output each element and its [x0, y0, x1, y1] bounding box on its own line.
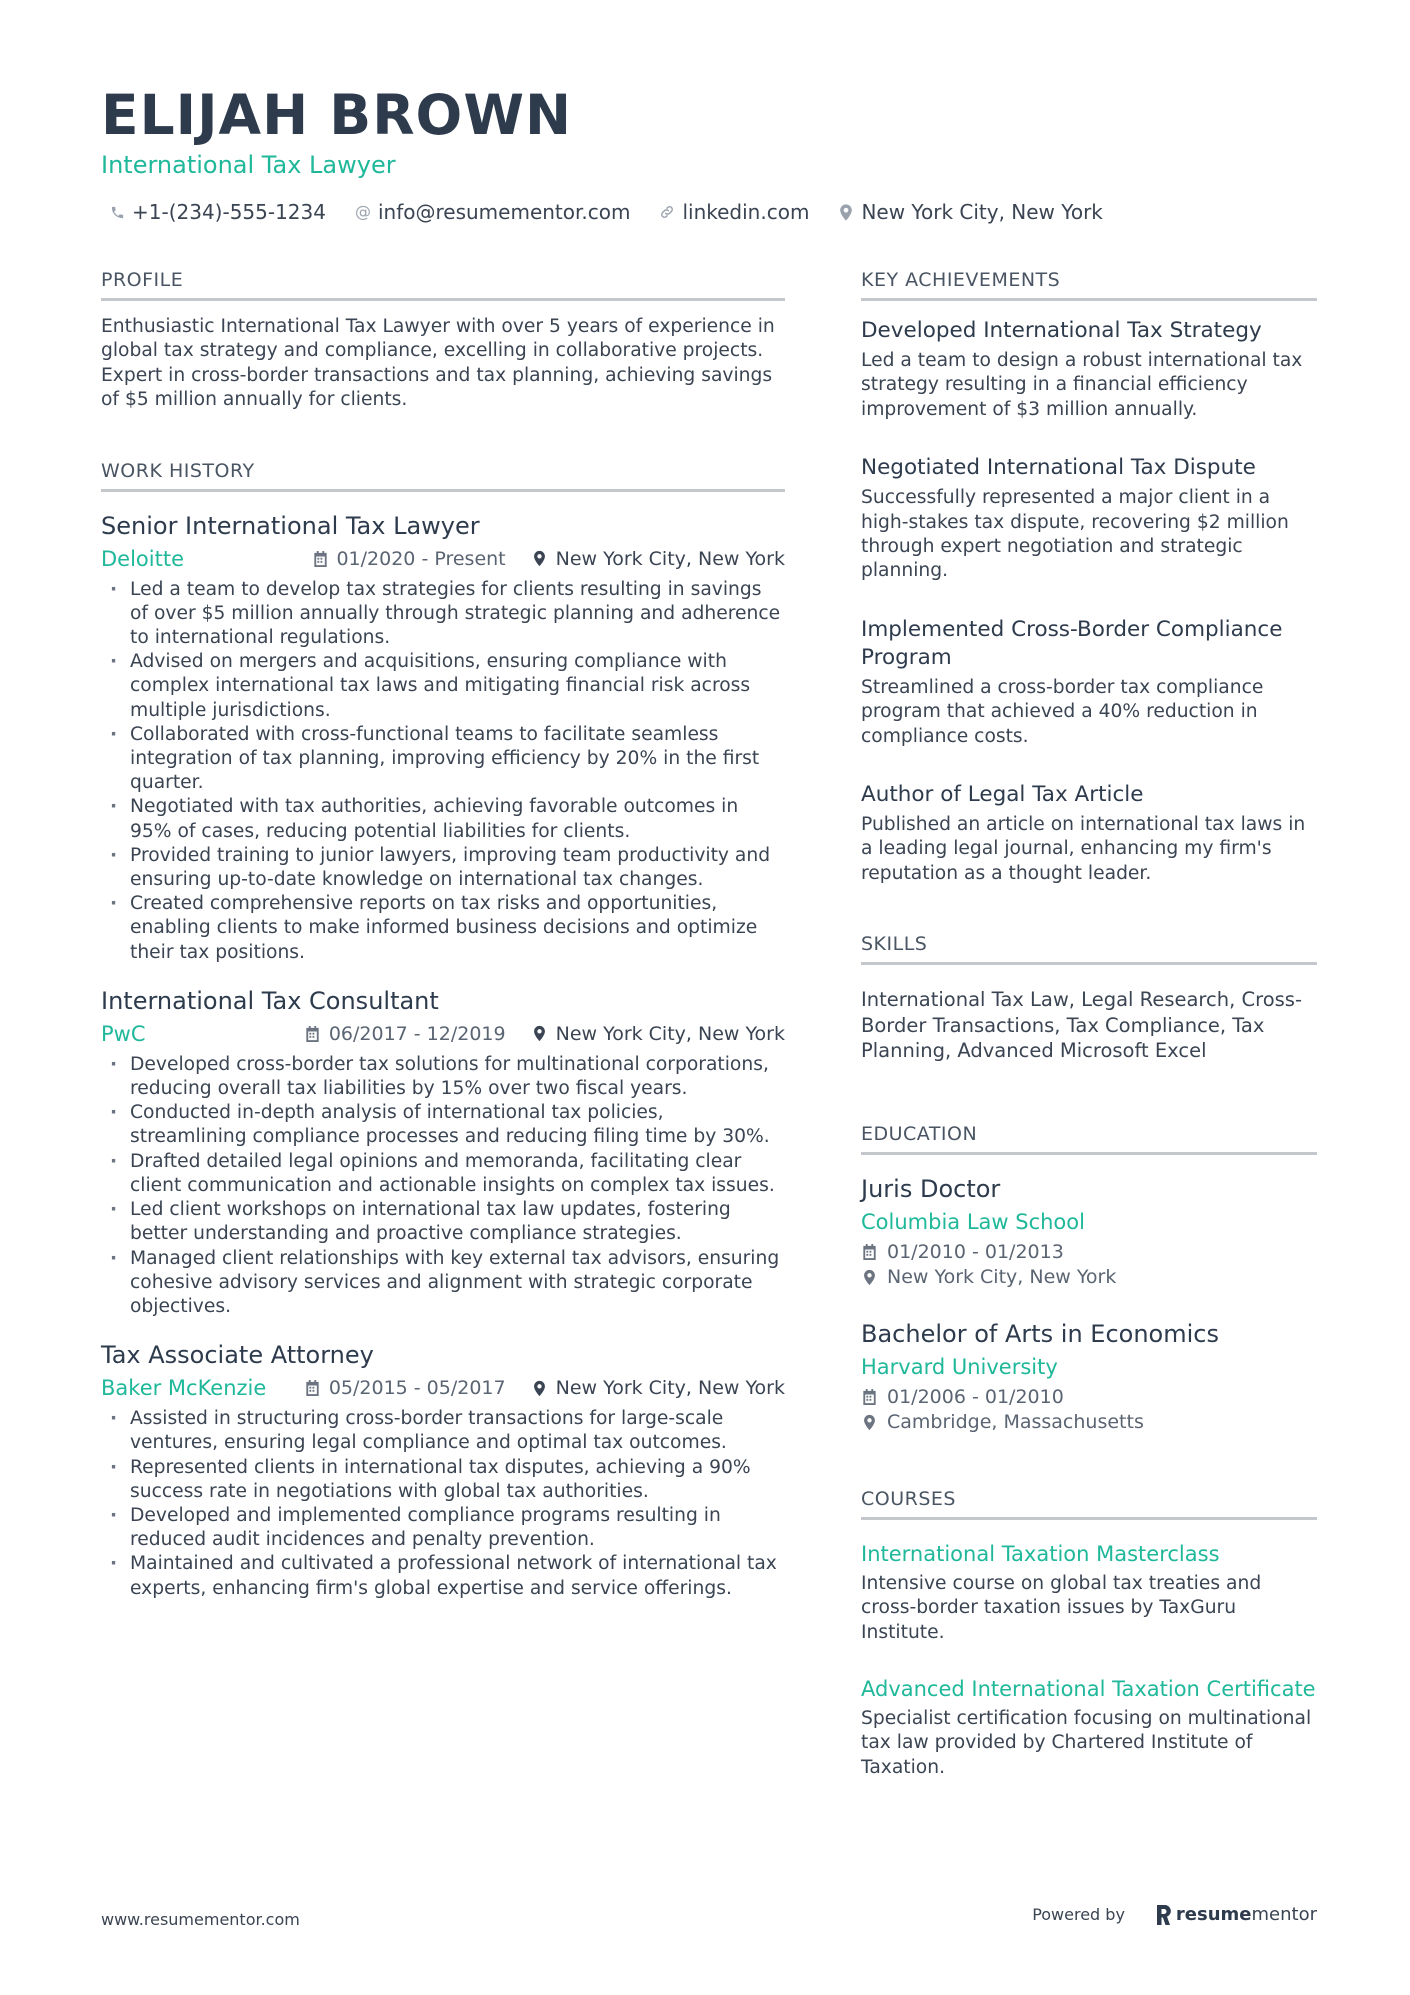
- skills-text: International Tax Law, Legal Research, Cross-Border Transactions, Tax Compliance, Tax Planning, Advanced Microsoft Excel: [861, 988, 1302, 1063]
- job-location-text: New York City, New York: [555, 547, 785, 570]
- calendar-icon: [861, 1388, 877, 1406]
- job-dates: [312, 544, 505, 574]
- work-history-section: [101, 457, 785, 1601]
- job-meta: [101, 1373, 785, 1403]
- education-location: [861, 1265, 1317, 1290]
- achievement-item: [861, 781, 1317, 886]
- job-bullet: · Provided training to junior lawyers, improving team productivity and ensuring up-to-date knowledge on international tax changes.: [101, 844, 785, 892]
- education-dates-text: 01/2006 - 01/2010: [887, 1385, 1064, 1408]
- achievement-title: Author of Legal Tax Article: [861, 782, 1144, 808]
- courses-section: [861, 1485, 1317, 1780]
- job-location-text: New York City, New York: [555, 1022, 785, 1045]
- education-item: [861, 1318, 1317, 1435]
- link-icon: [658, 203, 676, 221]
- job-bullet: · Developed cross-border tax solutions for multinational corporations, reducing overall tax liabilities by 15% over two fiscal years.: [101, 1053, 785, 1101]
- contact-phone[interactable]: [108, 198, 326, 226]
- job-location: [532, 1373, 785, 1403]
- job-bullet: · Advised on mergers and acquisitions, ensuring compliance with complex international tax laws and mitigating financial risk across multiple jurisdictions.: [101, 650, 785, 723]
- education-heading: EDUCATION: [861, 1120, 1317, 1155]
- job-meta: [101, 1019, 785, 1049]
- job-dates: [305, 1019, 506, 1049]
- job-bullet: · Led client workshops on international tax law updates, fostering better understanding and proactive compliance strategies.: [101, 1198, 785, 1246]
- company-name: Baker McKenzie: [101, 1376, 267, 1401]
- email-text: info@resumementor.com: [377, 200, 631, 224]
- footer-website[interactable]: www.resumementor.com: [101, 1910, 300, 1929]
- job-bullets: [101, 578, 785, 965]
- company-name: PwC: [101, 1021, 146, 1046]
- candidate-name: ELIJAH BROWN: [101, 83, 573, 147]
- job-bullet: · Represented clients in international tax disputes, achieving a 90% success rate in negotiations with global tax authorities.: [101, 1456, 785, 1504]
- skills-section: [861, 930, 1317, 1064]
- location-pin-icon: [861, 1413, 877, 1431]
- work-history-heading: WORK HISTORY: [101, 457, 785, 492]
- job-entry: [101, 985, 785, 1319]
- education-location-text: New York City, New York: [887, 1265, 1117, 1288]
- education-dates-text: 01/2010 - 01/2013: [887, 1240, 1064, 1263]
- calendar-icon: [861, 1243, 877, 1261]
- at-icon: @: [354, 202, 371, 221]
- profile-text: Enthusiastic International Tax Lawyer with over 5 years of experience in global tax strategy and compliance, excelling in collaborative projects. Expert in cross-border transactions and tax planning, achieving savings of $5 million annually for clients.: [101, 316, 775, 411]
- location-pin-icon: [532, 1379, 548, 1397]
- job-dates: [305, 1373, 506, 1403]
- calendar-icon: [305, 1025, 321, 1043]
- achievement-title: Developed International Tax Strategy: [861, 318, 1262, 343]
- candidate-title: International Tax Lawyer: [101, 151, 396, 179]
- job-entry: [101, 1339, 785, 1601]
- contact-linkedin[interactable]: [658, 198, 809, 226]
- job-title: International Tax Consultant: [101, 986, 439, 1015]
- phone-icon: [108, 203, 126, 221]
- location-pin-icon: [532, 1025, 548, 1043]
- achievement-item: [861, 616, 1317, 749]
- achievement-item: [861, 454, 1317, 584]
- education-section: [861, 1120, 1317, 1435]
- achievement-desc: Streamlined a cross-border tax compliance program that achieved a 40% reduction in compliance costs.: [861, 676, 1264, 747]
- contact-bar: [108, 198, 1131, 226]
- powered-by-text: Powered by: [1032, 1905, 1125, 1924]
- profile-heading: PROFILE: [101, 266, 785, 301]
- job-bullet: · Drafted detailed legal opinions and memoranda, facilitating clear client communication and actionable insights on complex tax issues.: [101, 1150, 785, 1198]
- location-pin-icon: [532, 550, 548, 568]
- skills-heading: SKILLS: [861, 930, 1317, 965]
- degree-title: Juris Doctor: [861, 1174, 1001, 1203]
- courses-heading: COURSES: [861, 1485, 1317, 1520]
- achievements-heading: KEY ACHIEVEMENTS: [861, 266, 1317, 301]
- achievement-item: [861, 317, 1317, 422]
- job-location: [532, 1019, 785, 1049]
- course-item: [861, 1540, 1317, 1645]
- brand-name-bold: resume: [1175, 1904, 1252, 1925]
- phone-text: +1-(234)-555-1234: [132, 200, 326, 224]
- right-column: [861, 266, 1317, 1780]
- brand-logo[interactable]: [1155, 1904, 1317, 1926]
- course-title: Advanced International Taxation Certificate: [861, 1677, 1316, 1701]
- profile-section: [101, 266, 785, 413]
- calendar-icon: [312, 550, 328, 568]
- school-name: Columbia Law School: [861, 1209, 1085, 1234]
- job-meta-right: [305, 1373, 785, 1403]
- job-title: Senior International Tax Lawyer: [101, 511, 480, 540]
- job-bullets: [101, 1053, 785, 1319]
- job-bullet: · Negotiated with tax authorities, achieving favorable outcomes in 95% of cases, reducing potential liabilities for clients.: [101, 795, 785, 843]
- job-meta-right: [305, 1019, 785, 1049]
- achievement-desc: Successfully represented a major client in a high-stakes tax dispute, recovering $2 million through expert negotiation and strategic planning.: [861, 487, 1289, 582]
- job-meta: [101, 544, 785, 574]
- job-meta-right: [312, 544, 785, 574]
- job-bullet: · Developed and implemented compliance programs resulting in reduced audit incidences and penalty prevention.: [101, 1504, 785, 1552]
- contact-email[interactable]: [354, 198, 630, 226]
- location-pin-icon: [837, 203, 855, 221]
- location-pin-icon: [861, 1268, 877, 1286]
- course-desc: Specialist certification focusing on multinational tax law provided by Chartered Institute of Taxation.: [861, 1708, 1312, 1778]
- job-bullet: · Collaborated with cross-functional teams to facilitate seamless integration of tax planning, improving efficiency by 20% in the first quarter.: [101, 723, 785, 796]
- course-desc: Intensive course on global tax treaties and cross-border taxation issues by TaxGuru Institute.: [861, 1572, 1262, 1643]
- left-column: [101, 266, 785, 1601]
- course-item: [861, 1675, 1317, 1780]
- degree-title: Bachelor of Arts in Economics: [861, 1319, 1219, 1348]
- contact-location: [837, 198, 1102, 226]
- job-dates-text: 06/2017 - 12/2019: [328, 1022, 506, 1045]
- course-title: International Taxation Masterclass: [861, 1541, 1220, 1566]
- job-bullet: · Maintained and cultivated a professional network of international tax experts, enhancing firm's global expertise and service offerings.: [101, 1552, 785, 1600]
- education-location: [861, 1410, 1317, 1435]
- resumementor-logo-icon: [1155, 1905, 1171, 1925]
- company-name: Deloitte: [101, 546, 184, 571]
- education-dates: [861, 1240, 1317, 1265]
- education-location-text: Cambridge, Massachusetts: [887, 1410, 1144, 1433]
- achievement-desc: Led a team to design a robust international tax strategy resulting in a financial efficiency improvement of $3 million annually.: [861, 350, 1303, 420]
- job-dates-text: 01/2020 - Present: [336, 547, 506, 570]
- brand-name-light: mentor: [1251, 1904, 1317, 1925]
- job-location: [532, 544, 785, 574]
- footer-branding: [1032, 1904, 1317, 1926]
- job-bullet: · Conducted in-depth analysis of international tax policies, streamlining compliance processes and reducing filing time by 30%.: [101, 1101, 785, 1149]
- location-text: New York City, New York: [861, 200, 1103, 224]
- job-title: Tax Associate Attorney: [101, 1341, 374, 1370]
- linkedin-text: linkedin.com: [682, 200, 810, 224]
- achievement-desc: Published an article on international tax laws in a leading legal journal, enhancing my firm's reputation as a thought leader.: [861, 814, 1306, 884]
- job-bullet: · Created comprehensive reports on tax risks and opportunities, enabling clients to make informed business decisions and optimize their tax positions.: [101, 892, 785, 965]
- job-dates-text: 05/2015 - 05/2017: [328, 1377, 506, 1400]
- job-location-text: New York City, New York: [555, 1377, 785, 1400]
- calendar-icon: [305, 1379, 321, 1397]
- job-bullet: · Managed client relationships with key external tax advisors, ensuring cohesive advisory services and alignment with strategic corporate objectives.: [101, 1247, 785, 1320]
- school-name: Harvard University: [861, 1354, 1058, 1379]
- job-bullet: · Assisted in structuring cross-border transactions for large-scale ventures, ensuring legal compliance and optimal tax outcomes.: [101, 1407, 785, 1455]
- achievement-title: Implemented Cross-Border Compliance Program: [861, 616, 1283, 670]
- education-dates: [861, 1385, 1317, 1410]
- job-entry: [101, 510, 785, 965]
- achievement-title: Negotiated International Tax Dispute: [861, 455, 1256, 481]
- education-item: [861, 1173, 1317, 1290]
- job-bullets: [101, 1407, 785, 1601]
- job-bullet: · Led a team to develop tax strategies for clients resulting in savings of over $5 million annually through strategic planning and adherence to international regulations.: [101, 578, 785, 651]
- achievements-section: [861, 266, 1317, 886]
